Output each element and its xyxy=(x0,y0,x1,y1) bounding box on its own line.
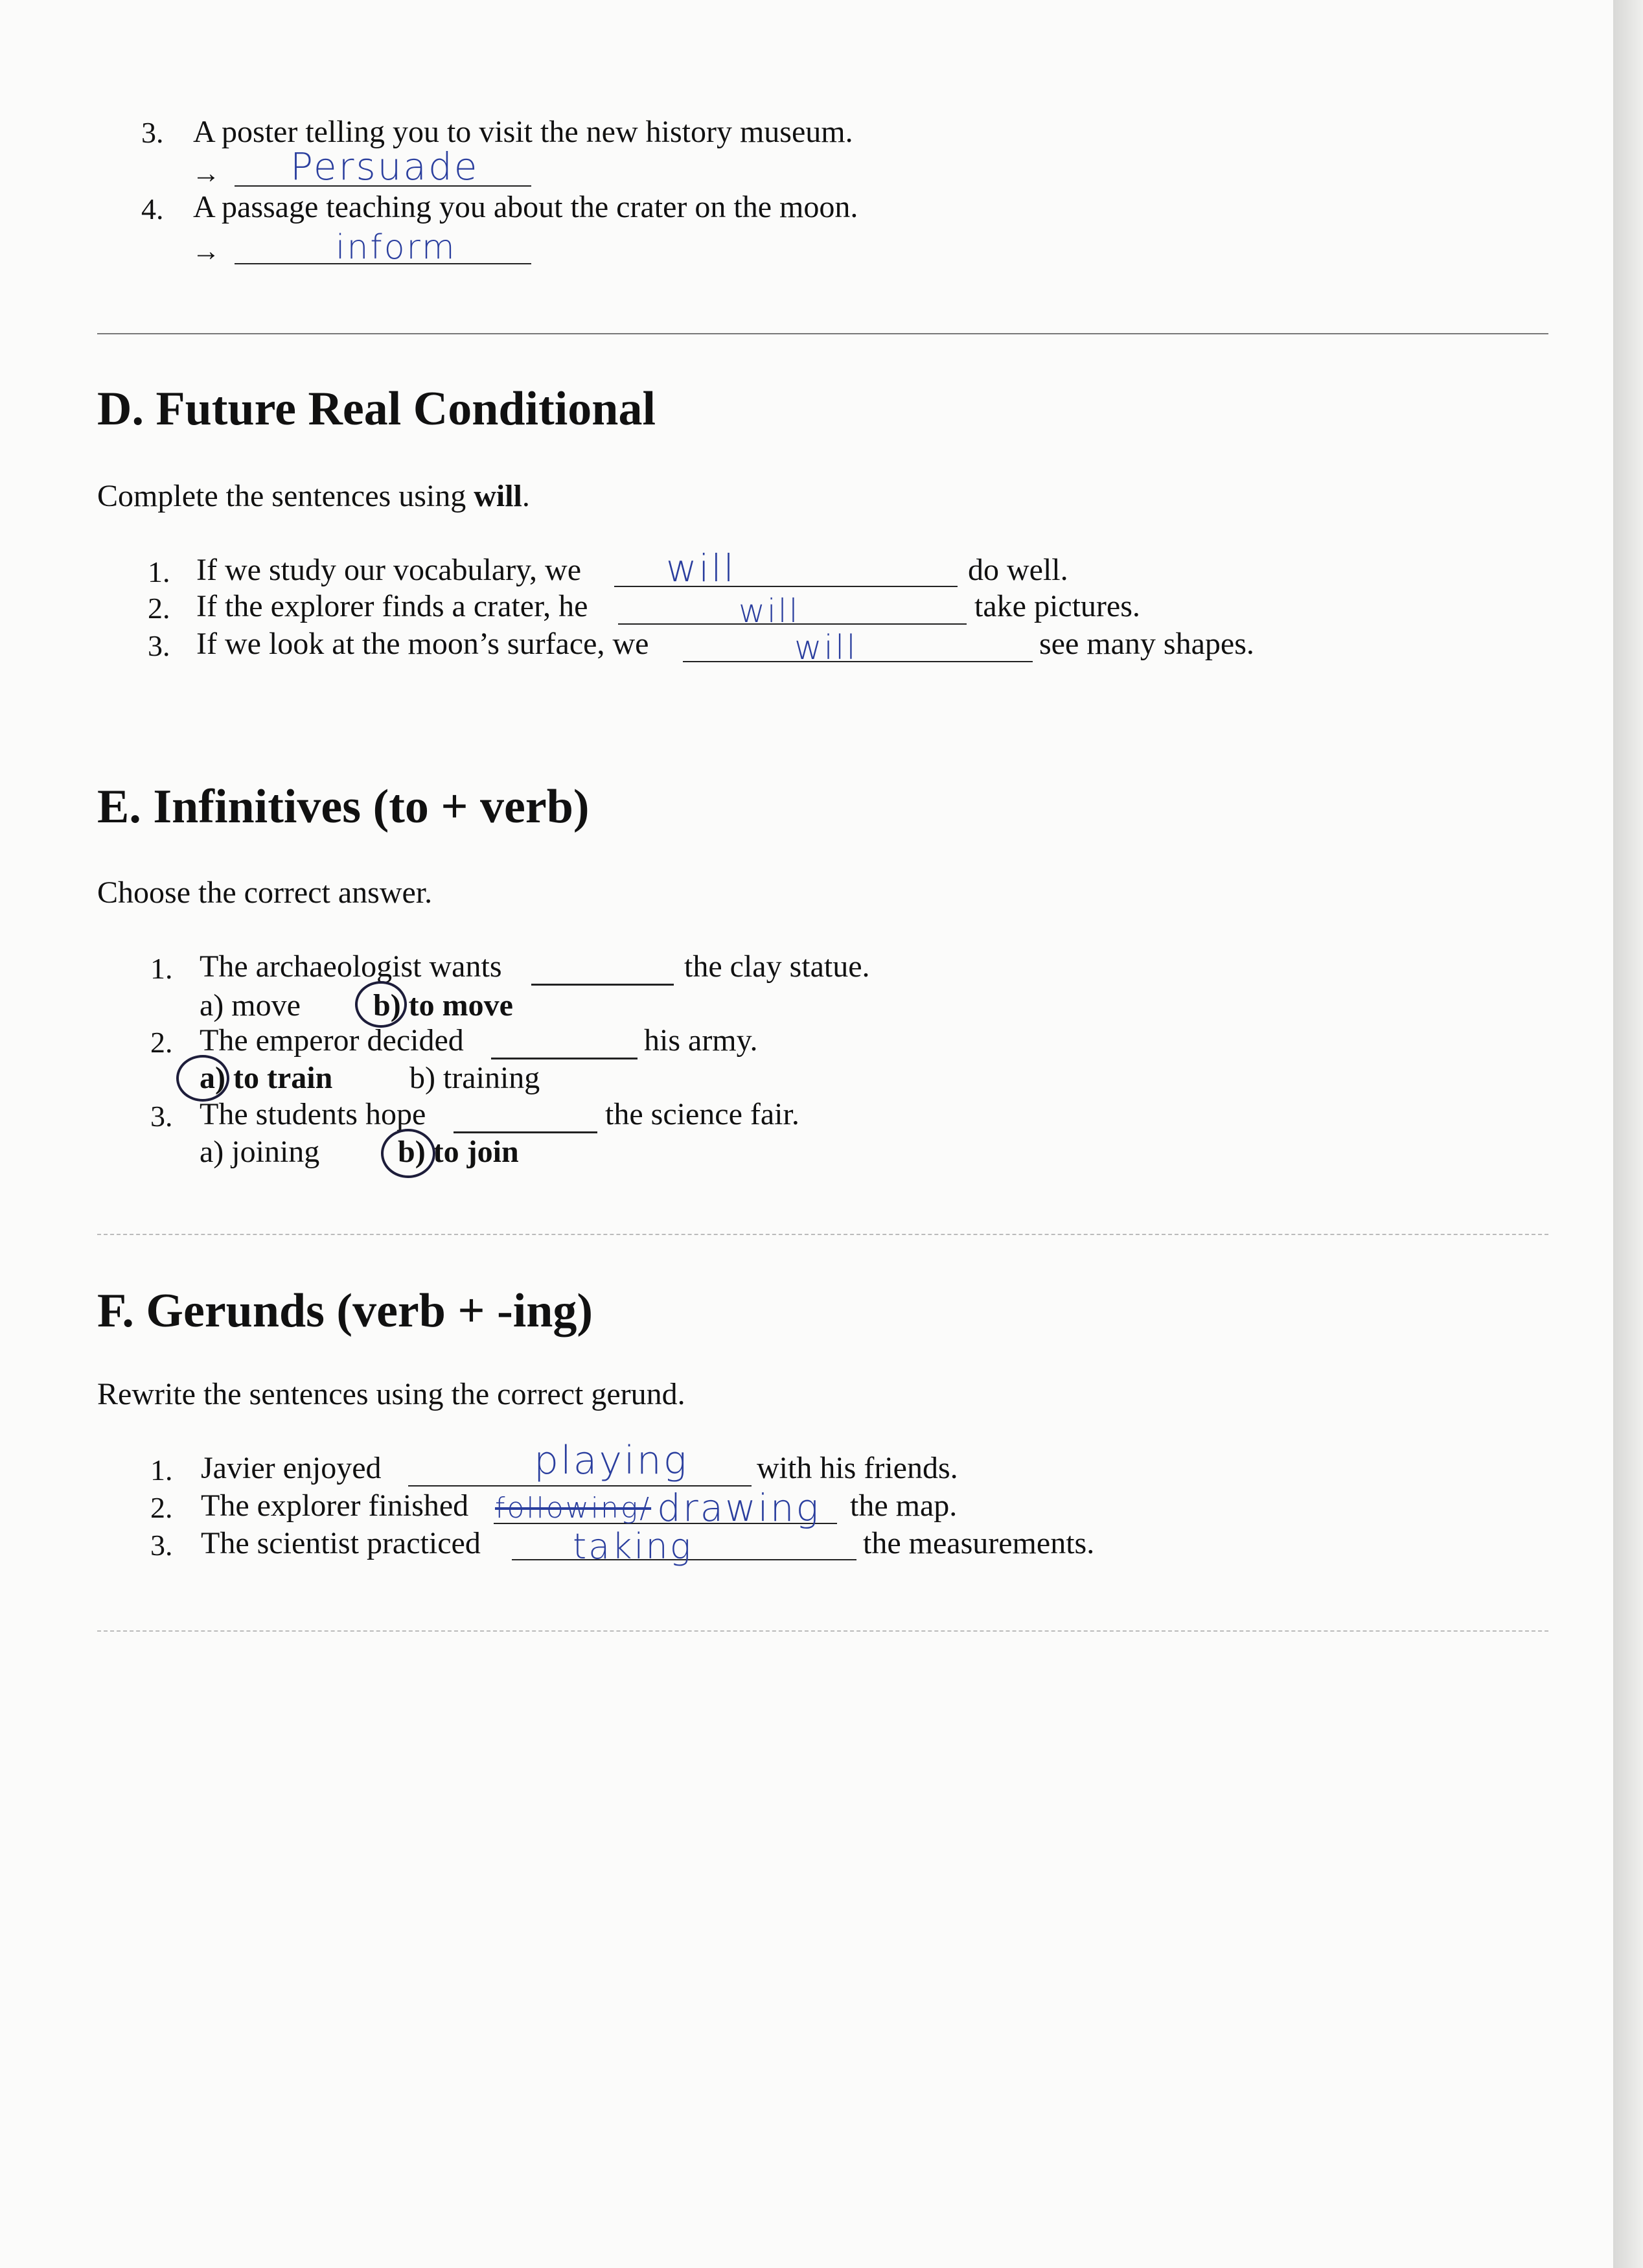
f-item-2-number: 2. xyxy=(150,1491,173,1524)
e-item-3-number: 3. xyxy=(150,1100,173,1133)
f-item-1-after: with his friends. xyxy=(757,1451,958,1485)
section-f-instruction: Rewrite the sentences using the correct gerund. xyxy=(97,1377,685,1411)
section-divider-faint xyxy=(97,1234,1548,1235)
e-item-2-option-a[interactable]: a) to train xyxy=(200,1061,333,1095)
e-item-3-before: The students hope xyxy=(200,1097,426,1131)
e-item-2-before: The emperor decided xyxy=(200,1023,464,1058)
e-item-1-answer-line[interactable] xyxy=(531,984,674,986)
f-item-3-number: 3. xyxy=(150,1529,173,1562)
c-item-4-arrow: → xyxy=(192,235,220,267)
section-divider-faint xyxy=(97,1630,1548,1632)
f-item-1-before: Javier enjoyed xyxy=(201,1451,382,1485)
d-item-3-answer-line[interactable] xyxy=(683,661,1033,662)
e-item-1-option-b[interactable]: b) to move xyxy=(373,988,513,1023)
e-item-1-option-a[interactable]: a) move xyxy=(200,988,301,1023)
c-item-4-text: A passage teaching you about the crater on the moon. xyxy=(193,190,858,224)
c-item-3-number: 3. xyxy=(141,116,164,149)
d-item-2-number: 2. xyxy=(148,592,170,625)
e-item-1-number: 1. xyxy=(150,952,173,985)
d-item-1-number: 1. xyxy=(148,555,170,588)
section-e-instruction: Choose the correct answer. xyxy=(97,875,433,910)
e-item-1-after: the clay statue. xyxy=(684,949,870,984)
e-item-2-after: his army. xyxy=(644,1023,758,1058)
d-item-2-after: take pictures. xyxy=(974,589,1140,623)
e-item-2-option-b[interactable]: b) training xyxy=(409,1061,540,1095)
e-item-1-before: The archaeologist wants xyxy=(200,949,502,984)
c-item-4-number: 4. xyxy=(141,192,164,226)
section-e-title: E. Infinitives (to + verb) xyxy=(97,780,590,833)
d-item-3-number: 3. xyxy=(148,629,170,662)
c-item-3-handwritten-answer: Persuade xyxy=(290,145,479,189)
f-item-1-handwritten-answer: playing xyxy=(534,1438,689,1483)
c-item-4-handwritten-answer: inform xyxy=(336,228,457,267)
section-d-instruction: Complete the sentences using will. xyxy=(97,479,530,513)
d-item-1-after: do well. xyxy=(968,553,1068,587)
e-item-3-option-b[interactable]: b) to join xyxy=(398,1135,519,1169)
d-item-3-after: see many shapes. xyxy=(1039,627,1254,661)
f-item-2-crossed-out-answer: following/ xyxy=(495,1492,652,1525)
page-edge-shadow xyxy=(1613,0,1643,2268)
f-item-2-before: The explorer finished xyxy=(201,1488,469,1523)
section-divider xyxy=(97,333,1548,334)
e-item-3-selection-circle xyxy=(381,1129,435,1178)
d-item-2-handwritten-answer: will xyxy=(739,592,800,630)
d-item-3-handwritten-answer: will xyxy=(794,629,858,667)
e-item-3-answer-line[interactable] xyxy=(454,1131,597,1133)
e-item-1-selection-circle xyxy=(355,981,407,1028)
c-item-3-text: A poster telling you to visit the new history museum. xyxy=(193,115,853,149)
f-item-2-handwritten-answer: drawing xyxy=(657,1486,821,1530)
e-item-2-selection-circle xyxy=(176,1055,229,1102)
e-item-3-option-a[interactable]: a) joining xyxy=(200,1135,320,1169)
section-f-title: F. Gerunds (verb + -ing) xyxy=(97,1284,593,1337)
c-item-3-arrow: → xyxy=(192,157,220,189)
e-item-3-after: the science fair. xyxy=(605,1097,799,1131)
d-item-2-before: If the explorer finds a crater, he xyxy=(196,589,588,623)
e-item-2-answer-line[interactable] xyxy=(491,1058,638,1059)
f-item-3-after: the measurements. xyxy=(863,1526,1095,1560)
section-d-title: D. Future Real Conditional xyxy=(97,382,656,435)
f-item-3-before: The scientist practiced xyxy=(201,1526,481,1560)
d-item-1-before: If we study our vocabulary, we xyxy=(196,553,582,587)
f-item-3-handwritten-answer: taking xyxy=(573,1526,693,1567)
e-item-2-number: 2. xyxy=(150,1026,173,1059)
d-item-1-handwritten-answer: will xyxy=(666,546,736,590)
f-item-2-after: the map. xyxy=(850,1488,958,1523)
f-item-1-number: 1. xyxy=(150,1453,173,1487)
d-item-3-before: If we look at the moon’s surface, we xyxy=(196,627,649,661)
